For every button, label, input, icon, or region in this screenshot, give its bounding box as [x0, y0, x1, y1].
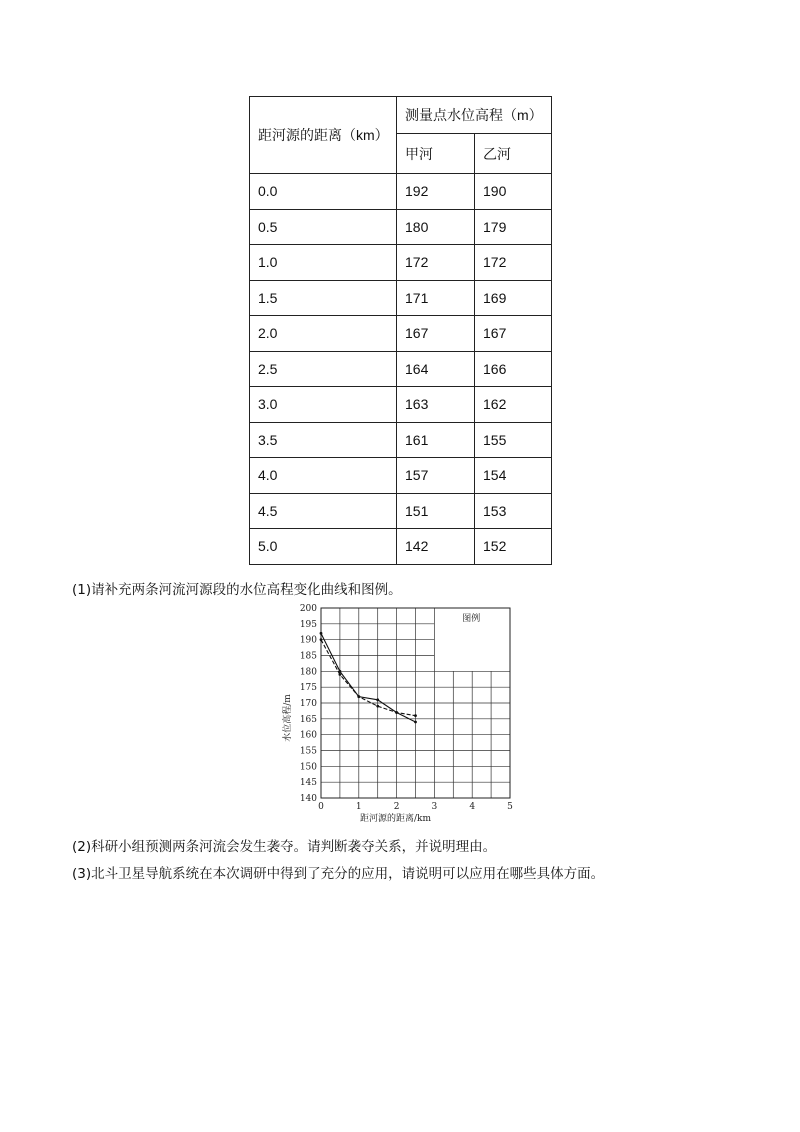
river-a-cell: 171 [397, 280, 475, 316]
table-row [250, 174, 552, 210]
data-point [320, 638, 323, 641]
x-tick-label: 0 [318, 802, 324, 812]
river-b-cell: 154 [475, 458, 552, 494]
y-tick-label: 195 [299, 619, 317, 630]
series-line-2 [321, 640, 416, 716]
table-row [250, 245, 552, 281]
y-tick-label: 185 [299, 651, 317, 662]
x-tick-label: 2 [393, 802, 400, 812]
legend-title: 图例 [462, 614, 481, 624]
river-a-cell: 192 [397, 174, 475, 210]
y-tick-label: 180 [299, 667, 317, 678]
river-a-cell: 151 [397, 493, 475, 529]
series-line-1 [321, 633, 416, 722]
river-b-cell: 152 [475, 529, 552, 565]
distance-cell: 5.0 [250, 529, 397, 565]
table-row [250, 351, 552, 387]
y-tick-label: 175 [299, 683, 317, 694]
distance-cell: 2.0 [250, 316, 397, 352]
table-row [250, 387, 552, 423]
question-1: (1)请补充两条河流河源段的水位高程变化曲线和图例。 [72, 582, 402, 598]
y-tick-label: 150 [299, 762, 317, 773]
elevation-chart [276, 598, 526, 828]
data-point [320, 632, 323, 635]
header-river-b: 乙河 [475, 134, 552, 174]
data-point [376, 698, 379, 701]
question-3: (3)北斗卫星导航系统在本次调研中得到了充分的应用，请说明可以应用在哪些具体方面。 [72, 866, 605, 882]
data-point [339, 673, 342, 676]
river-a-cell: 142 [397, 529, 475, 565]
y-tick-label: 140 [299, 794, 317, 804]
river-a-cell: 157 [397, 458, 475, 494]
table-row [250, 280, 552, 316]
distance-cell: 0.0 [250, 174, 397, 210]
y-tick-label: 165 [299, 714, 317, 725]
distance-cell: 1.5 [250, 280, 397, 316]
y-tick-label: 170 [299, 699, 317, 709]
y-tick-label: 190 [299, 635, 317, 646]
river-b-cell: 167 [475, 316, 552, 352]
data-point [414, 721, 417, 724]
x-tick-label: 5 [507, 802, 513, 812]
y-axis-label: 水位高程/m [283, 694, 293, 742]
y-tick-label: 145 [299, 778, 317, 789]
table-row [250, 422, 552, 458]
distance-cell: 4.0 [250, 458, 397, 494]
distance-cell: 3.5 [250, 422, 397, 458]
data-point [357, 695, 360, 698]
river-b-cell: 155 [475, 422, 552, 458]
data-point [414, 714, 417, 717]
header-elevation: 测量点水位高程（m） [397, 97, 552, 134]
data-point [395, 711, 398, 714]
river-a-cell: 167 [397, 316, 475, 352]
river-b-cell: 172 [475, 245, 552, 281]
y-tick-label: 160 [299, 730, 317, 741]
table-row [250, 458, 552, 494]
header-distance: 距河源的距离（km） [250, 97, 397, 174]
table-row [250, 209, 552, 245]
table-row [250, 529, 552, 565]
river-a-cell: 164 [397, 351, 475, 387]
data-point [376, 705, 379, 708]
river-b-cell: 166 [475, 351, 552, 387]
river-a-cell: 172 [397, 245, 475, 281]
distance-cell: 3.0 [250, 387, 397, 423]
x-tick-label: 4 [469, 802, 476, 812]
y-tick-label: 200 [299, 604, 317, 614]
river-b-cell: 190 [475, 174, 552, 210]
y-tick-label: 155 [299, 746, 317, 757]
elevation-table [249, 96, 552, 565]
distance-cell: 2.5 [250, 351, 397, 387]
header-river-a: 甲河 [397, 134, 475, 174]
river-a-cell: 180 [397, 209, 475, 245]
river-b-cell: 153 [475, 493, 552, 529]
river-a-cell: 163 [397, 387, 475, 423]
question-2: (2)科研小组预测两条河流会发生袭夺。请判断袭夺关系，并说明理由。 [72, 839, 497, 855]
table-row [250, 493, 552, 529]
distance-cell: 1.0 [250, 245, 397, 281]
river-b-cell: 169 [475, 280, 552, 316]
river-b-cell: 179 [475, 209, 552, 245]
x-tick-label: 3 [431, 802, 438, 812]
table-row [250, 316, 552, 352]
x-axis-label: 距河源的距离/km [359, 814, 432, 824]
river-a-cell: 161 [397, 422, 475, 458]
x-tick-label: 1 [355, 802, 362, 812]
distance-cell: 4.5 [250, 493, 397, 529]
river-b-cell: 162 [475, 387, 552, 423]
distance-cell: 0.5 [250, 209, 397, 245]
